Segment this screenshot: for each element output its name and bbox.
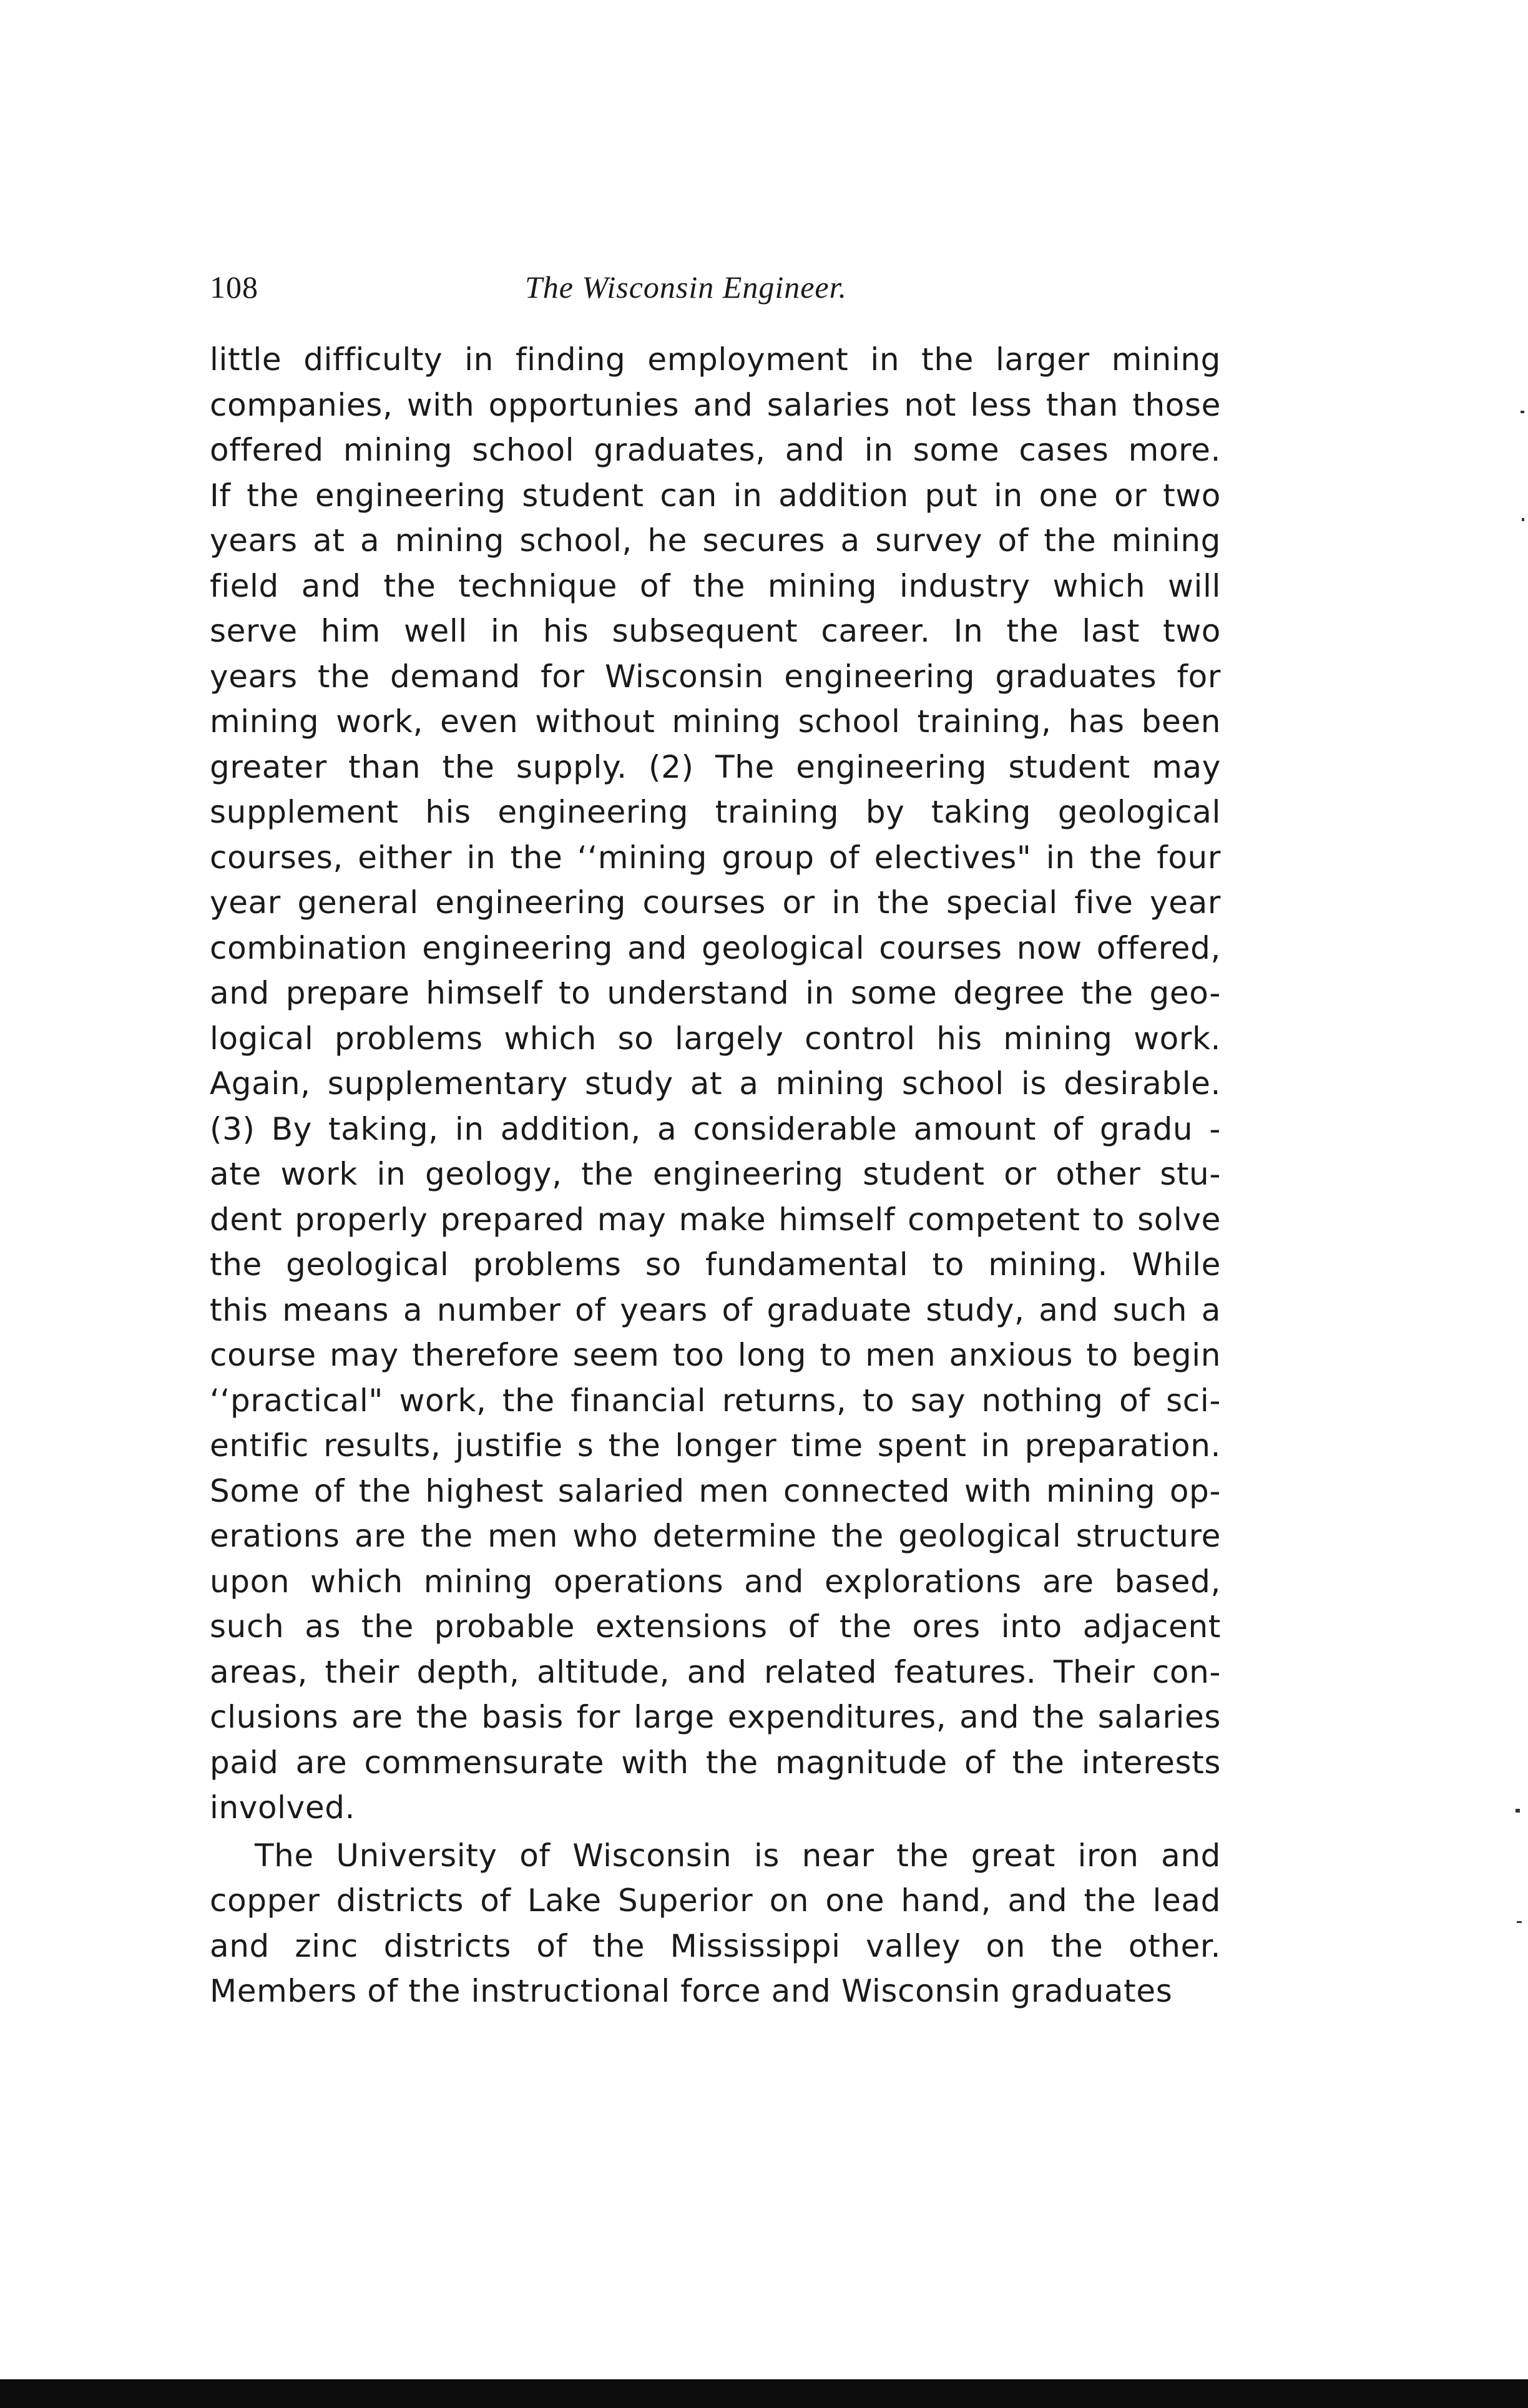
text-line: erations are the men who determine the geological structure	[210, 1518, 1221, 1554]
journal-title: The Wisconsin Engineer.	[525, 270, 848, 305]
text-line: clusions are the basis for large expenditures, and the salaries	[210, 1699, 1221, 1735]
text-line: areas, their depth, altitude, and related features. Their con-	[210, 1653, 1221, 1690]
text-line: copper districts of Lake Superior on one hand, and the lead	[210, 1882, 1221, 1919]
page-number: 108	[210, 270, 258, 305]
text-line: the geological problems so fundamental to mining. While	[210, 1246, 1221, 1283]
text-line: The University of Wisconsin is near the great iron and	[255, 1837, 1221, 1874]
text-line: and prepare himself to understand in some degree the geo-	[210, 975, 1221, 1011]
text-line: course may therefore seem too long to men anxious to begin	[210, 1337, 1221, 1373]
text-line: involved.	[210, 1789, 356, 1826]
text-line: Members of the instructional force and Wisconsin graduates	[210, 1973, 1173, 2009]
text-line: greater than the supply. (2) The engineering student may	[210, 748, 1221, 785]
text-line: supplement his engineering training by taking geological	[210, 794, 1221, 830]
scan-border	[0, 2379, 1528, 2408]
text-line: Again, supplementary study at a mining school is desirable.	[210, 1065, 1221, 1102]
margin-mark	[1522, 518, 1524, 521]
text-line: years at a mining school, he secures a survey of the mining	[210, 522, 1221, 559]
margin-mark	[1521, 411, 1524, 413]
text-line: serve him well in his subsequent career. In the last two	[210, 613, 1221, 649]
text-line: years the demand for Wisconsin engineering graduates for	[210, 658, 1221, 695]
text-line: offered mining school graduates, and in some cases more.	[210, 432, 1221, 468]
text-line: Some of the highest salaried men connected with mining op-	[210, 1472, 1221, 1509]
text-line: companies, with opportunies and salaries not less than those	[210, 386, 1221, 423]
text-line: such as the probable extensions of the ores into adjacent	[210, 1608, 1221, 1645]
body-text	[210, 337, 1221, 2014]
text-line: upon which mining operations and explorations are based,	[210, 1563, 1221, 1600]
text-line: If the engineering student can in addition put in one or two	[210, 477, 1221, 514]
text-line: mining work, even without mining school training, has been	[210, 703, 1221, 740]
margin-mark	[1516, 1809, 1520, 1813]
text-line: ‘‘practical" work, the financial returns, to say nothing of sci-	[210, 1382, 1221, 1419]
margin-mark	[1517, 1921, 1522, 1923]
text-line: and zinc districts of the Mississippi valley on the other.	[210, 1927, 1221, 1964]
text-line: ate work in geology, the engineering student or other stu-	[210, 1156, 1221, 1192]
text-line: year general engineering courses or in the special five year	[210, 884, 1221, 921]
text-line: field and the technique of the mining industry which will	[210, 567, 1221, 604]
text-line: courses, either in the ‘‘mining group of electives" in the four	[210, 839, 1221, 876]
text-line: logical problems which so largely control his mining work.	[210, 1020, 1221, 1057]
paragraph	[210, 1833, 1221, 2014]
text-line: paid are commensurate with the magnitude of the interests	[210, 1744, 1221, 1781]
running-head	[210, 265, 1221, 309]
text-line: entific results, justifie s the longer time spent in preparation.	[210, 1427, 1221, 1464]
text-line: this means a number of years of graduate study, and such a	[210, 1291, 1221, 1328]
text-line: combination engineering and geological courses now offered,	[210, 929, 1221, 966]
paragraph	[210, 337, 1221, 1831]
text-line: (3) By taking, in addition, a considerable amount of gradu -	[210, 1110, 1221, 1147]
text-line: dent properly prepared may make himself competent to solve	[210, 1201, 1221, 1238]
text-line: little difficulty in finding employment in the larger mining	[210, 341, 1221, 378]
